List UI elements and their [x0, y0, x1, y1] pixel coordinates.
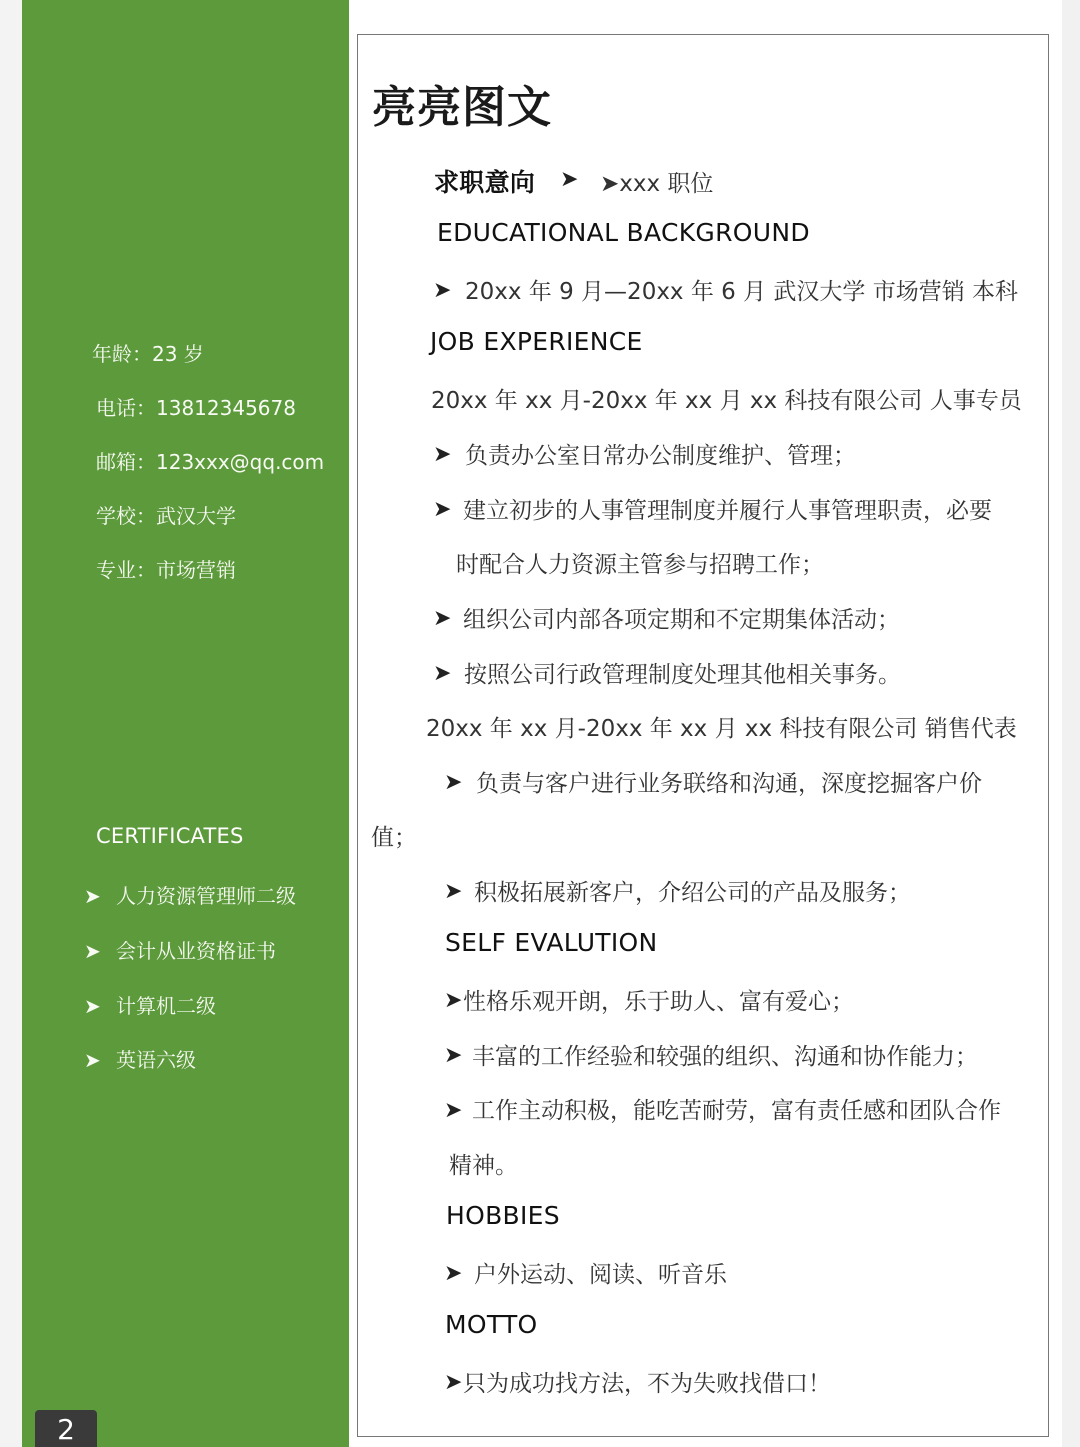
- certificate-label: 英语六级: [116, 1048, 196, 1072]
- certificates-heading: CERTIFICATES: [96, 824, 244, 848]
- certificate-item: [84, 935, 276, 964]
- resume-name: 亮亮图文: [372, 82, 552, 133]
- certificate-label: 计算机二级: [116, 994, 216, 1018]
- arrow-icon: ➤: [433, 661, 452, 686]
- page-number-badge: 2: [35, 1410, 97, 1447]
- arrow-icon: ➤: [444, 1261, 463, 1286]
- certificate-label: 人力资源管理师二级: [116, 884, 296, 908]
- arrow-icon: ➤: [84, 994, 101, 1018]
- job2-duty: 负责与客户进行业务联络和沟通，深度挖掘客户价: [476, 771, 982, 797]
- motto-heading: MOTTO: [445, 1310, 538, 1339]
- objective-label: 求职意向: [434, 168, 536, 197]
- info-age: 年龄：23 岁: [92, 342, 204, 366]
- arrow-icon: ➤: [444, 1370, 463, 1395]
- certificate-item: [84, 990, 216, 1019]
- job1-duty: 组织公司内部各项定期和不定期集体活动；: [463, 607, 900, 633]
- motto-item: 只为成功找方法，不为失败找借口！: [463, 1371, 831, 1397]
- objective-value: ➤xxx 职位: [600, 171, 714, 197]
- arrow-icon: ➤: [444, 1043, 463, 1068]
- job1-duty-continued: 时配合人力资源主管参与招聘工作；: [456, 552, 824, 578]
- arrow-icon: ➤: [560, 167, 579, 192]
- self-evaluation-item: 性格乐观开朗，乐于助人、富有爱心；: [463, 989, 854, 1015]
- arrow-icon: ➤: [433, 278, 452, 303]
- self-evaluation-item: 丰富的工作经验和较强的组织、沟通和协作能力；: [472, 1044, 978, 1070]
- info-email: 邮箱：123xxx@qq.com: [96, 450, 325, 474]
- certificate-item: [84, 1044, 196, 1073]
- arrow-icon: ➤: [84, 884, 101, 908]
- arrow-icon: ➤: [444, 988, 463, 1013]
- job1-duty: 按照公司行政管理制度处理其他相关事务。: [464, 662, 901, 688]
- job2-duty: 积极拓展新客户，介绍公司的产品及服务；: [474, 880, 911, 906]
- certificate-label: 会计从业资格证书: [116, 939, 276, 963]
- arrow-icon: ➤: [433, 442, 452, 467]
- education-item: 20xx 年 9 月—20xx 年 6 月 武汉大学 市场营销 本科: [465, 279, 1019, 305]
- arrow-icon: ➤: [444, 770, 463, 795]
- hobbies-heading: HOBBIES: [446, 1201, 560, 1230]
- job2-duty-continued: 值；: [371, 825, 417, 851]
- job2-header: 20xx 年 xx 月-20xx 年 xx 月 xx 科技有限公司 销售代表: [426, 716, 1017, 742]
- arrow-icon: ➤: [433, 497, 452, 522]
- job1-duty: 建立初步的人事管理制度并履行人事管理职责，必要: [463, 498, 992, 524]
- job1-duty: 负责办公室日常办公制度维护、管理；: [465, 443, 856, 469]
- info-major: 专业：市场营销: [96, 558, 236, 582]
- self-evaluation-item: 工作主动积极，能吃苦耐劳，富有责任感和团队合作: [472, 1098, 1001, 1124]
- left-margin: [0, 0, 22, 1447]
- right-margin: [1062, 0, 1080, 1447]
- arrow-icon: ➤: [433, 606, 452, 631]
- self-evaluation-item-continued: 精神。: [449, 1153, 518, 1179]
- sidebar: [22, 0, 349, 1447]
- job1-header: 20xx 年 xx 月-20xx 年 xx 月 xx 科技有限公司 人事专员: [431, 388, 1022, 414]
- arrow-icon: ➤: [444, 1098, 463, 1123]
- certificate-item: [84, 880, 296, 909]
- arrow-icon: ➤: [444, 879, 463, 904]
- arrow-icon: ➤: [84, 1048, 101, 1072]
- arrow-icon: ➤: [84, 939, 101, 963]
- self-evaluation-heading: SELF EVALUTION: [445, 928, 658, 957]
- hobbies-item: 户外运动、阅读、听音乐: [474, 1262, 727, 1288]
- resume-content: [357, 34, 1049, 1437]
- education-heading: EDUCATIONAL BACKGROUND: [437, 218, 810, 247]
- info-school: 学校：武汉大学: [96, 504, 236, 528]
- info-phone: 电话：13812345678: [96, 396, 296, 420]
- job-heading: JOB EXPERIENCE: [430, 327, 643, 356]
